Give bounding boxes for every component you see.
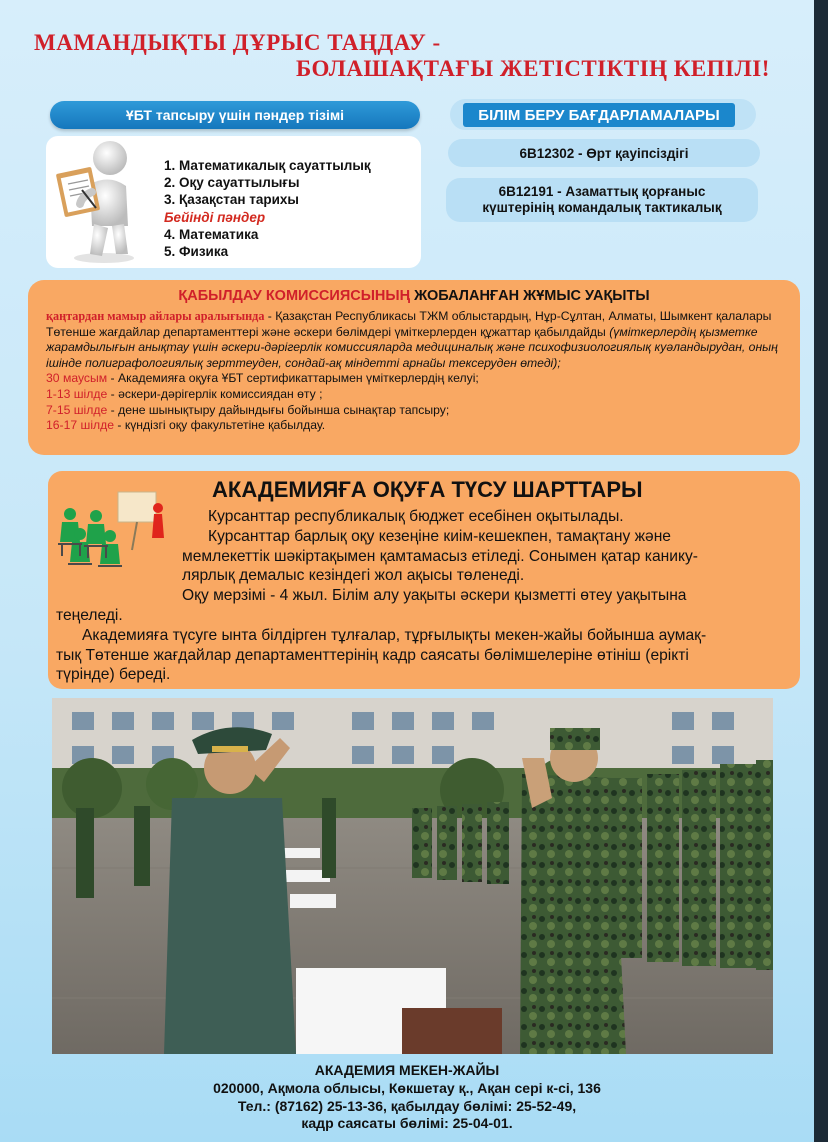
conditions-line: түрінде) береді. (56, 666, 171, 684)
subjects-title-pill: ҰБТ тапсыру үшін пәндер тізімі (50, 101, 420, 129)
address-line: 020000, Ақмола облысы, Көкшетау қ., Ақан сері к-сі, 136 (213, 1079, 601, 1096)
conditions-title: АКАДЕМИЯҒА ОҚУҒА ТҮСУ ШАРТТАРЫ (212, 477, 643, 502)
conditions-line: Курсанттар барлық оқу кезеңіне киім-кешекпен, тамақтану және (208, 527, 671, 545)
program-item-fire-safety (448, 139, 760, 167)
programs-title: БІЛІМ БЕРУ БАҒДАРЛАМАЛАРЫ (463, 103, 735, 127)
conditions-line: мемлекеттік шәкіртақымен қамтамасыз етіледі. Сонымен қатар канику- (182, 547, 698, 565)
address-title: АКАДЕМИЯ МЕКЕН-ЖАЙЫ (314, 1062, 500, 1078)
conditions-line: Курсанттар республикалық бюджет есебінен оқытылады. (208, 508, 624, 525)
profile-subjects-heading: Бейінді пәндер (164, 209, 266, 225)
academy-address (0, 1062, 814, 1133)
conditions-line: тық Төтенше жағдайлар департаменттерінің кадр саясаты бөлімшелеріне өтініш (ерікті (56, 646, 689, 664)
event-text: - Академияға оқуға ҰБТ сертификаттарымен үміткерлердің келуі; (107, 371, 479, 386)
program-label: 6В12191 - Азаматтық қорғаныс (498, 184, 706, 199)
schedule-event (46, 403, 791, 419)
conditions-body (56, 507, 776, 685)
subject-item: 5. Физика (164, 244, 229, 260)
program-label: 6В12302 - Өрт қауіпсіздігі (519, 145, 689, 161)
schedule-title-black: ЖОБАЛАНҒАН ЖҰМЫС УАҚЫТЫ (410, 288, 650, 304)
conditions-line: теңеледі. (56, 606, 123, 624)
conditions-line: Академияға түсуге ынта білдірген тұлғалар, тұрғылықты мекен-жайы бойынша аумақ- (82, 626, 707, 644)
event-date: 16-17 шілде (46, 418, 115, 433)
event-text: - дене шынықтыру дайындығы бойынша сынақтар тапсыру; (107, 402, 450, 417)
cadets-ceremony-photo (52, 698, 773, 1054)
phone-line: кадр саясаты бөлімі: 25-04-01. (301, 1115, 513, 1132)
conditions-line: лярлық демалыс кезіндегі жол ақысы төленеді. (182, 567, 525, 585)
schedule-body (46, 309, 791, 434)
conditions-line: Оқу мерзімі - 4 жыл. Білім алу уақыты әскери қызметті өтеу уақытына (182, 587, 687, 605)
schedule-event (46, 371, 791, 387)
event-text: - әскери-дәрігерлік комиссиядан өту ; (107, 386, 323, 401)
schedule-intro (46, 309, 791, 371)
subject-item: 2. Оқу сауаттылығы (164, 175, 300, 191)
schedule-title (28, 288, 800, 304)
person-with-clipboard-icon (52, 138, 144, 264)
event-date: 7-15 шілде (46, 402, 108, 417)
schedule-event (46, 418, 791, 434)
phone-line: Тел.: (87162) 25-13-36, қабылдау бөлімі: 25-52-49, (237, 1097, 577, 1114)
schedule-period: қаңтардан мамыр айлары аралығында (46, 309, 265, 323)
schedule-title-red: ҚАБЫЛДАУ КОМИССИЯСЫНЫҢ (178, 288, 411, 304)
event-text: - күндізгі оқу факультетіне қабылдау. (114, 418, 326, 433)
program-item-civil-defense (446, 178, 758, 222)
subject-item: 1. Математикалық сауаттылық (164, 158, 371, 173)
subjects-list (164, 157, 371, 260)
event-date: 30 маусым (46, 371, 108, 386)
schedule-intro-note: (үміткерлердің қызметке жарамдылығын анықтау үшін әскери-дәрігерлік комиссияларда медициналық және психофизиологиялық куәландырудан, оның ішінде полиграфологиялық зерттеуден, сондай-ақ міндетті арнайы тексеруден өтеді); (46, 324, 778, 370)
subject-item: 3. Қазақстан тарихы (164, 192, 299, 208)
schedule-event (46, 387, 791, 403)
subject-item: 4. Математика (164, 226, 259, 242)
headline-line-1: МАМАНДЫҚТЫ ДҰРЫС ТАҢДАУ - (34, 30, 441, 55)
headline-line-2: БОЛАШАҚТАҒЫ ЖЕТІСТІКТІҢ КЕПІЛІ! (296, 56, 770, 81)
window-edge (814, 0, 828, 1142)
schedule-intro-text: - Қазақстан Республикасы ТЖМ облыстардың, Нұр-Сұлтан, Алматы, Шымкент қалалары Төтенше жағдайлар департаменттері және әскери бөлімдері үміткерлерден құжаттар қабылдайды (46, 309, 772, 339)
program-label-cont: күштерінің командалық тактикалық (482, 200, 722, 215)
event-date: 1-13 шілде (46, 386, 108, 401)
